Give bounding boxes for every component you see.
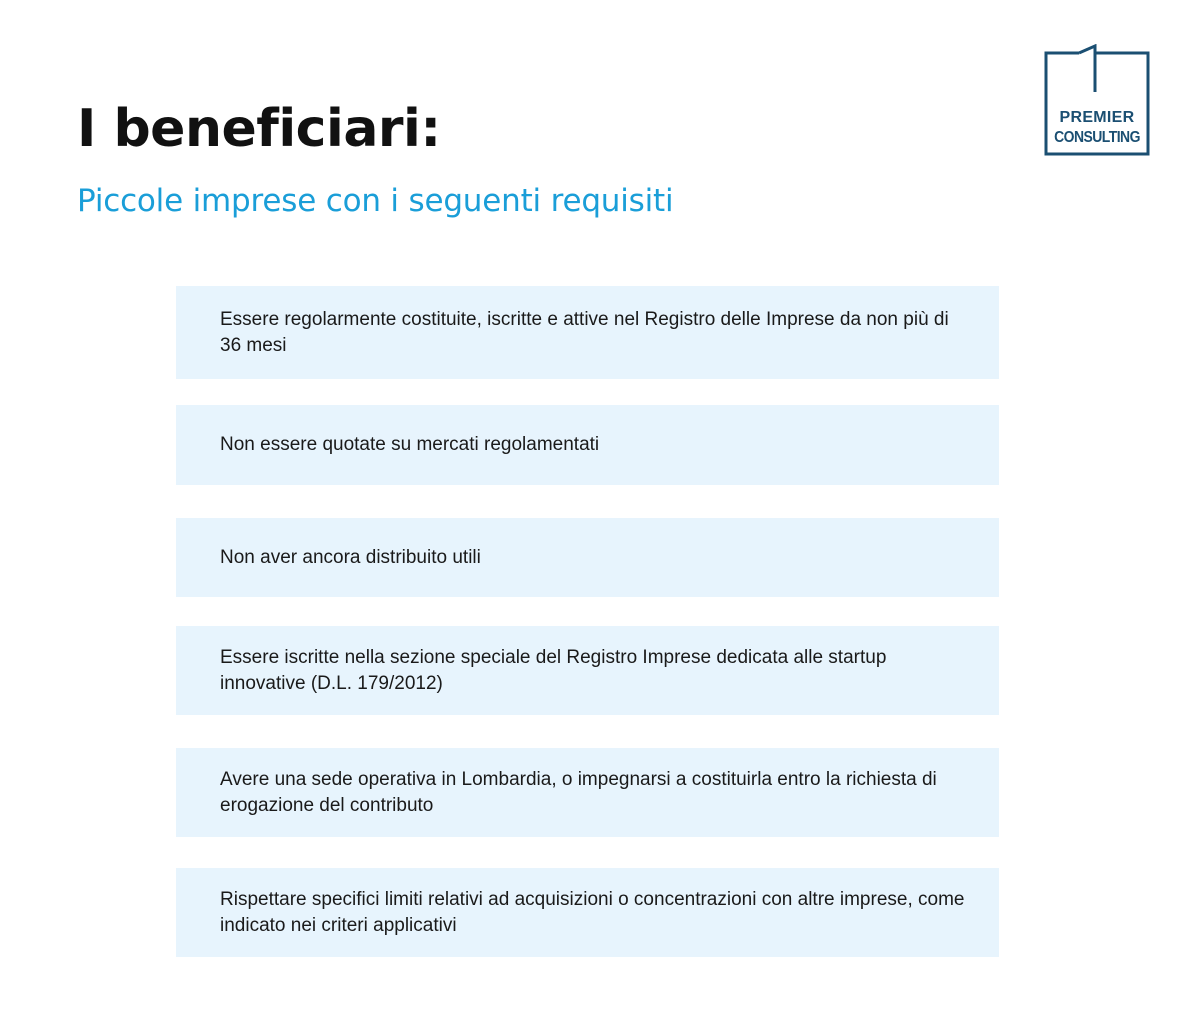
requirement-text: Essere iscritte nella sezione speciale del Registro Imprese dedicata alle startup innovative (D.L. 179/2012) — [220, 646, 887, 694]
requirement-card — [176, 405, 999, 485]
requirement-text: Non aver ancora distribuito utili — [220, 546, 481, 568]
requirement-text: Essere regolarmente costituite, iscritte e attive nel Registro delle Imprese da non più di 36 mesi — [220, 308, 949, 356]
premier-consulting-logo — [1043, 44, 1151, 156]
requirement-text: Avere una sede operativa in Lombardia, o impegnarsi a costituirla entro la richiesta di erogazione del contributo — [220, 768, 937, 816]
requirement-card — [176, 626, 999, 715]
requirement-card — [176, 286, 999, 379]
requirement-card — [176, 518, 999, 597]
page-title: I beneficiari: — [77, 99, 441, 159]
requirement-text: Rispettare specifici limiti relativi ad acquisizioni o concentrazioni con altre imprese, come indicato nei criteri applicativi — [220, 888, 965, 936]
logo-text-premier: PREMIER — [1059, 109, 1135, 126]
requirement-card — [176, 748, 999, 837]
requirement-card — [176, 868, 999, 957]
page-subtitle: Piccole imprese con i seguenti requisiti — [77, 183, 674, 219]
requirement-text: Non essere quotate su mercati regolamentati — [220, 434, 600, 455]
logo-text-consulting: CONSULTING — [1054, 129, 1140, 146]
